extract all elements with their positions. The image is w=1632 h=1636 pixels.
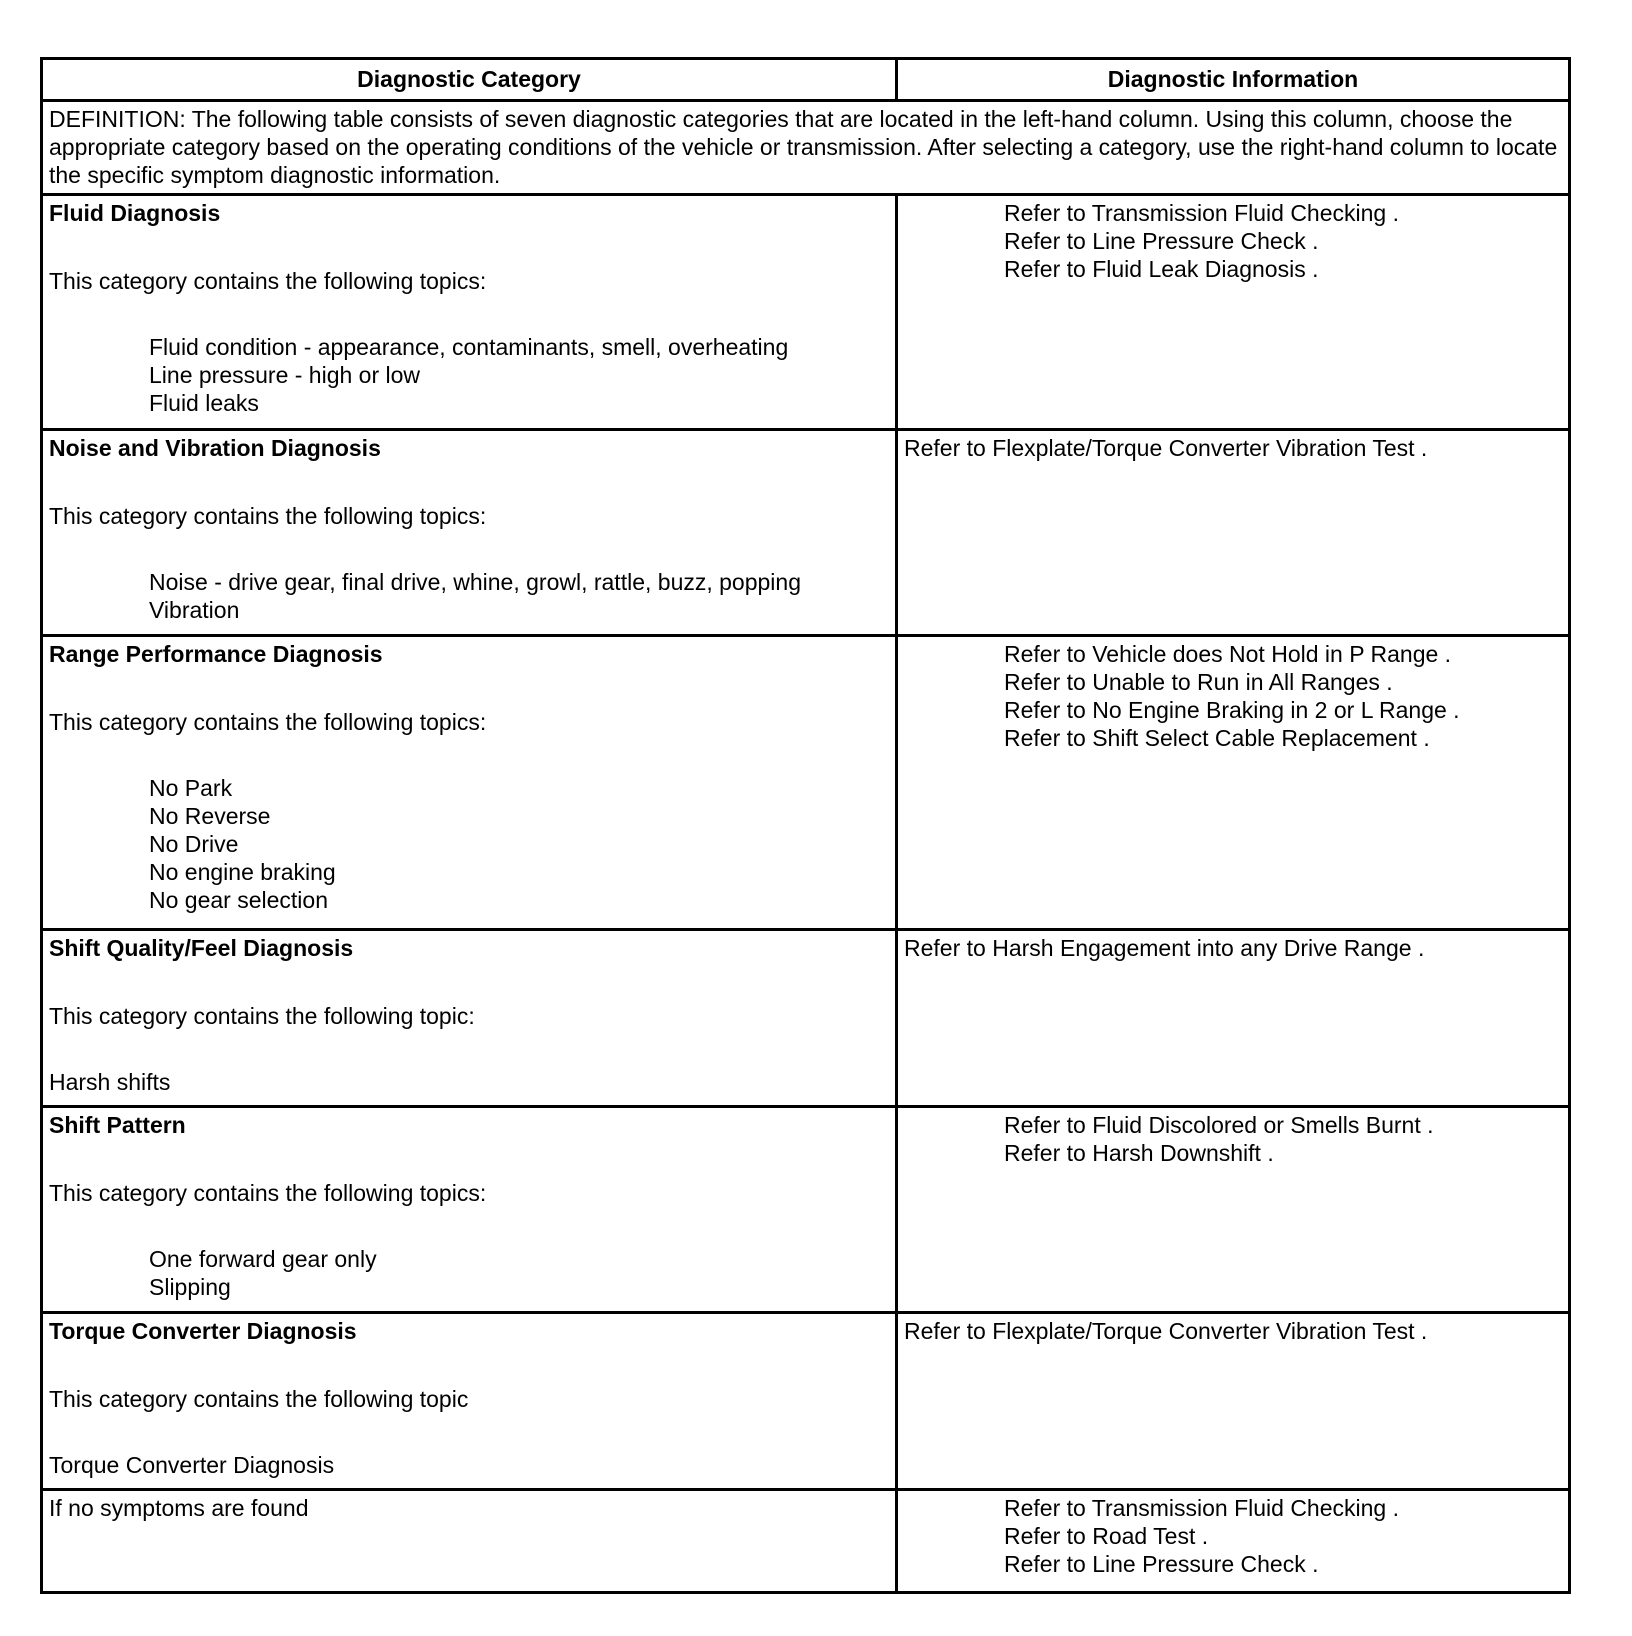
category-description: This category contains the following topics: — [49, 709, 487, 735]
category-cell — [42, 430, 897, 636]
category-description: This category contains the following topics: — [49, 268, 487, 294]
topic-list — [49, 774, 889, 914]
topic-item: Vibration — [149, 597, 240, 623]
table-row — [42, 1490, 1570, 1593]
topic-item: No Park — [149, 775, 233, 801]
topic-list — [49, 333, 889, 417]
topic-list — [49, 1245, 889, 1301]
information-cell — [897, 1313, 1570, 1490]
reference-link[interactable]: Refer to Harsh Engagement into any Drive Range . — [904, 935, 1425, 961]
table-row — [42, 1313, 1570, 1490]
information-cell — [897, 1107, 1570, 1313]
document-page — [40, 57, 1568, 1594]
category-title: Shift Quality/Feel Diagnosis — [49, 935, 354, 961]
reference-link[interactable]: Refer to Road Test . — [1004, 1523, 1209, 1549]
reference-link[interactable]: Refer to Harsh Downshift . — [1004, 1140, 1274, 1166]
category-cell — [42, 636, 897, 930]
reference-list — [904, 1111, 1562, 1167]
category-title: Range Performance Diagnosis — [49, 641, 383, 667]
reference-list — [904, 1494, 1562, 1578]
reference-link[interactable]: Refer to Line Pressure Check . — [1004, 228, 1319, 254]
topic-item: Slipping — [149, 1274, 231, 1300]
topic-item: No Reverse — [149, 803, 271, 829]
information-cell — [897, 195, 1570, 430]
table-row — [42, 195, 1570, 430]
topic-item: Fluid condition - appearance, contaminants, smell, overheating — [149, 334, 789, 360]
reference-link[interactable]: Refer to Flexplate/Torque Converter Vibration Test . — [904, 1318, 1428, 1344]
category-cell — [42, 1107, 897, 1313]
category-cell — [42, 930, 897, 1107]
reference-link[interactable]: Refer to Flexplate/Torque Converter Vibration Test . — [904, 435, 1428, 461]
category-cell — [42, 1490, 897, 1593]
definition-row — [42, 101, 1570, 195]
information-cell — [897, 930, 1570, 1107]
table-row — [42, 430, 1570, 636]
category-title: Noise and Vibration Diagnosis — [49, 435, 381, 461]
category-description: This category contains the following topics: — [49, 503, 487, 529]
reference-link[interactable]: Refer to Transmission Fluid Checking . — [1004, 200, 1399, 226]
information-cell — [897, 636, 1570, 930]
category-description: This category contains the following topic — [49, 1386, 469, 1412]
reference-link[interactable]: Refer to Unable to Run in All Ranges . — [1004, 669, 1393, 695]
header-diagnostic-category: Diagnostic Category — [42, 59, 897, 101]
reference-link[interactable]: Refer to Shift Select Cable Replacement . — [1004, 725, 1430, 751]
reference-link[interactable]: Refer to Vehicle does Not Hold in P Range . — [1004, 641, 1452, 667]
category-title: Shift Pattern — [49, 1112, 186, 1138]
table-row — [42, 636, 1570, 930]
topic-item: Line pressure - high or low — [149, 362, 421, 388]
category-text: If no symptoms are found — [49, 1495, 309, 1521]
reference-list — [904, 640, 1562, 752]
header-row — [42, 59, 1570, 101]
topic-item: Fluid leaks — [149, 390, 259, 416]
category-cell — [42, 1313, 897, 1490]
topic-item: No gear selection — [149, 887, 328, 913]
topic-list — [49, 568, 889, 624]
table-row — [42, 1107, 1570, 1313]
reference-link[interactable]: Refer to Fluid Discolored or Smells Burnt . — [1004, 1112, 1434, 1138]
reference-link[interactable]: Refer to Transmission Fluid Checking . — [1004, 1495, 1399, 1521]
topic-item: One forward gear only — [149, 1246, 377, 1272]
reference-link[interactable]: Refer to No Engine Braking in 2 or L Range . — [1004, 697, 1460, 723]
category-title: Torque Converter Diagnosis — [49, 1318, 357, 1344]
definition-text: DEFINITION: The following table consists of seven diagnostic categories that are located in the left-hand column. Using this column, choose the appropriate category based on the operating conditions of the vehicle or transmission. After selecting a category, use the right-hand column to locate the specific symptom diagnostic information. — [42, 101, 1570, 195]
category-description: This category contains the following topics: — [49, 1180, 487, 1206]
information-cell — [897, 430, 1570, 636]
topic-item: Noise - drive gear, final drive, whine, growl, rattle, buzz, popping — [149, 569, 801, 595]
diagnostic-table — [40, 57, 1571, 1594]
category-description: This category contains the following topic: — [49, 1003, 475, 1029]
reference-list — [904, 199, 1562, 283]
header-diagnostic-information: Diagnostic Information — [897, 59, 1570, 101]
reference-link[interactable]: Refer to Fluid Leak Diagnosis . — [1004, 256, 1319, 282]
topic-item: Torque Converter Diagnosis — [49, 1452, 335, 1478]
information-cell — [897, 1490, 1570, 1593]
table-row — [42, 930, 1570, 1107]
category-title: Fluid Diagnosis — [49, 200, 221, 226]
topic-item: Harsh shifts — [49, 1069, 171, 1095]
reference-link[interactable]: Refer to Line Pressure Check . — [1004, 1551, 1319, 1577]
topic-item: No Drive — [149, 831, 239, 857]
category-cell — [42, 195, 897, 430]
topic-item: No engine braking — [149, 859, 336, 885]
